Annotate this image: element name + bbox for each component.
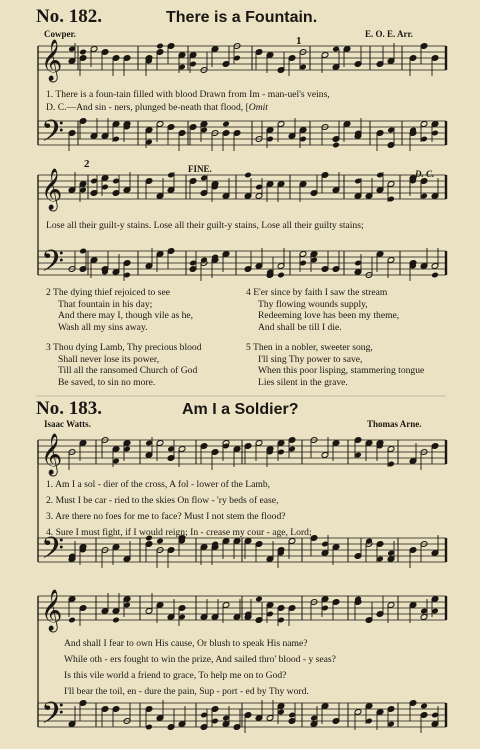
hymn-title: There is a Fountain.: [166, 9, 318, 26]
lyric-line: 2. Must I be car - ried to the skies On flow - 'ry beds of ease,: [46, 495, 279, 506]
second-ending-mark: 2: [84, 158, 90, 170]
svg-text:𝄢: 𝄢: [41, 532, 65, 573]
hymn-title: Am I a Soldier?: [182, 401, 299, 418]
lyric-line: Is this vile world a friend to grace, To help me on to God?: [64, 670, 287, 681]
lyric-line: 1. There is a foun-tain filled with blood Drawn from Im - man-uel's veins,: [46, 89, 330, 100]
lyric-line: 1. Am I a sol - dier of the cross, A fol - lower of the Lamb,: [46, 479, 271, 490]
lyric-line: And shall I fear to own His cause, Or blush to speak His name?: [64, 638, 308, 649]
lyric-line: Lose all their guilt-y stains. Lose all their guilt-y stains, Lose all their guilty stains;: [46, 220, 364, 231]
fine-mark: FINE.: [188, 164, 212, 174]
lyric-line: D. C.—And sin - ners, plunged be-neath that flood, [Omit: [46, 102, 268, 113]
verse-2: 2 The dying thief rejoiced to see That fountain in his day; And there may I, though vile as he, Wash all my sins away.: [46, 287, 194, 333]
lyric-line: 4. Sure I must fight, if I would reign; In - crease my cour - age, Lord;: [46, 527, 312, 538]
lyric-line: 3. Are there no foes for me to face? Must I not stem the flood?: [46, 511, 286, 522]
arranger-credit: E. O. E. Arr.: [365, 29, 413, 39]
hymn-number: No. 182.: [36, 6, 102, 27]
verse-5: 5 Then in a nobler, sweeter song, I'll sing Thy power to save, When this poor lisping, stammering tongue Lies silent in the grave.: [246, 342, 425, 388]
hymn-number: No. 183.: [36, 398, 102, 419]
dc-mark: D. C.: [415, 169, 435, 179]
lyric-line: I'll bear the toil, en - dure the pain, Sup - port - ed by Thy word.: [64, 686, 309, 697]
author-credit: Isaac Watts.: [44, 419, 91, 429]
composer-credit: Thomas Arne.: [367, 419, 422, 429]
verse-3: 3 Thou dying Lamb, Thy precious blood Shall never lose its power, Till all the ransomed Church of God Be saved, to sin no more.: [46, 342, 202, 388]
author-credit: Cowper.: [44, 29, 76, 39]
svg-text:𝄢: 𝄢: [41, 697, 65, 738]
verse-4: 4 E'er since by faith I saw the stream Thy flowing wounds supply, Redeeming love has been my theme, And shall be till I die.: [246, 287, 400, 333]
svg-text:𝄢: 𝄢: [41, 245, 65, 286]
lyric-line: While oth - ers fought to win the prize, And sailed thro' blood - y seas?: [64, 654, 336, 665]
first-ending-mark: 1: [296, 35, 302, 47]
svg-text:𝄞: 𝄞: [41, 40, 63, 81]
svg-text:𝄞: 𝄞: [41, 169, 63, 210]
svg-text:𝄞: 𝄞: [41, 434, 63, 475]
svg-text:𝄞: 𝄞: [41, 590, 63, 631]
svg-text:𝄢: 𝄢: [41, 115, 65, 156]
